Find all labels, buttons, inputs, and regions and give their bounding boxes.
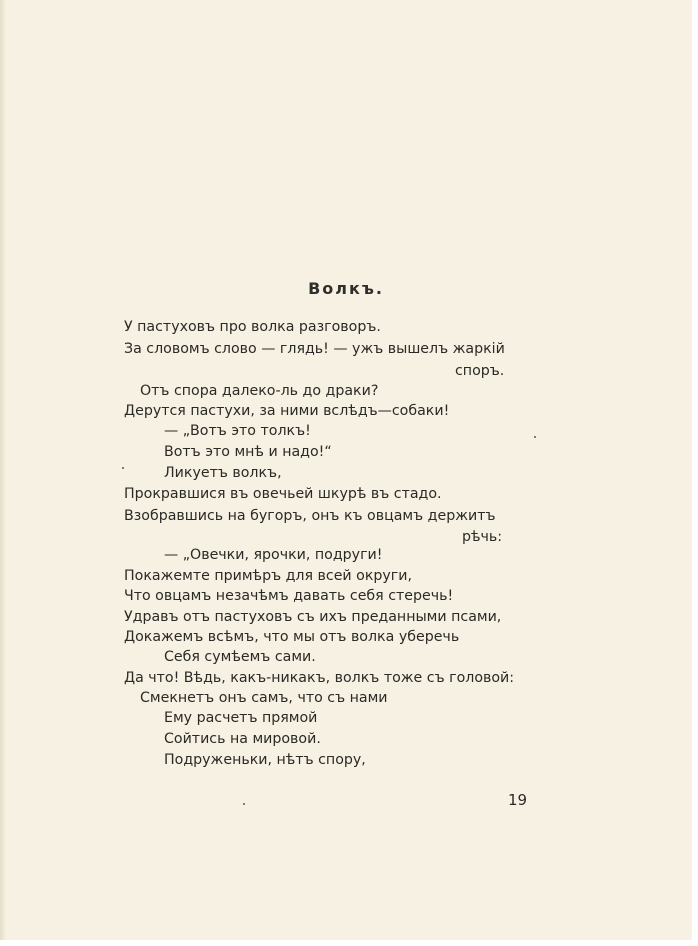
poem-title: Волкъ. <box>308 279 384 298</box>
page-number: 19 <box>508 791 528 809</box>
poem-line: рѣчь: <box>462 529 503 545</box>
poem-line: Докажемъ всѣмъ, что мы отъ волка уберечь <box>124 629 460 645</box>
poem-line: Сойтись на мировой. <box>164 731 321 747</box>
poem-line: За словомъ слово — глядь! — ужъ вышелъ жаркій <box>124 341 505 357</box>
poem-line: — „Вотъ это толкъ! <box>164 423 311 439</box>
poem-line: У пастуховъ про волка разговоръ. <box>124 319 381 335</box>
ink-speck <box>243 803 245 805</box>
poem-line: Да что! Вѣдь, какъ-никакъ, волкъ тоже съ головой: <box>124 670 515 686</box>
poem-line: Дерутся пастухи, за ними вслѣдъ—собаки! <box>124 403 450 419</box>
poem-line: Вотъ это мнѣ и надо!“ <box>164 444 332 460</box>
poem-line: — „Овечки, ярочки, подруги! <box>164 547 383 563</box>
poem-line: Смекнетъ онъ самъ, что съ нами <box>140 690 388 706</box>
poem-line: Что овцамъ незачѣмъ давать себя стеречь! <box>124 588 454 604</box>
page-edge-shadow <box>0 0 6 940</box>
page-bottom-margin <box>0 940 698 946</box>
poem-line: споръ. <box>455 363 505 379</box>
ink-speck <box>534 436 536 438</box>
poem-line: Взобравшись на бугоръ, онъ къ овцамъ держитъ <box>124 508 496 524</box>
poem-line: Ликуетъ волкъ, <box>164 465 282 481</box>
poem-line: Ему расчетъ прямой <box>164 710 318 726</box>
poem-line: Отъ спора далеко-ль до драки? <box>140 383 379 399</box>
poem-line: Удравъ отъ пастуховъ съ ихъ преданными псами, <box>124 609 502 625</box>
poem-line: Прокравшися въ овечьей шкурѣ въ стадо. <box>124 486 442 502</box>
poem-line: Подруженьки, нѣтъ спору, <box>164 752 366 768</box>
ink-speck <box>122 467 124 469</box>
poem-line: Покажемте примѣръ для всей округи, <box>124 568 412 584</box>
poem-line: Себя сумѣемъ сами. <box>164 649 316 665</box>
